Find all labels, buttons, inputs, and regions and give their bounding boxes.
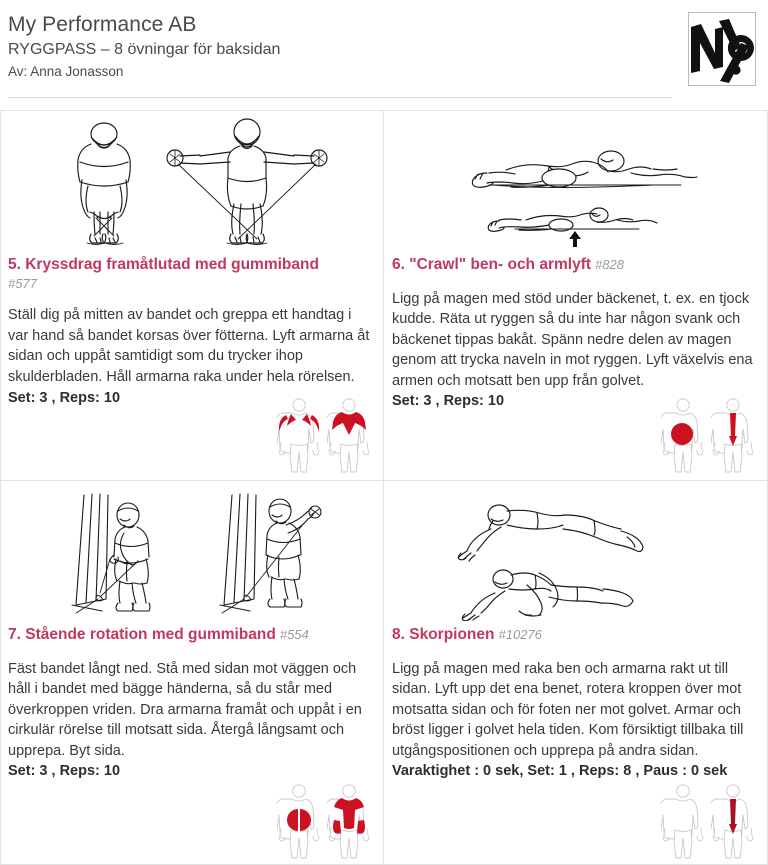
- exercise-title-5: 5. Kryssdrag framåtlutad med gummiband: [8, 256, 319, 273]
- exercise-body-6: [392, 289, 759, 480]
- exercise-illustration-7: [8, 481, 375, 621]
- myo-logo: [688, 12, 756, 86]
- myo-logo-icon: [689, 13, 755, 85]
- exercise-description-7: Fäst bandet långt ned. Stå med sidan mot väggen och håll i bandet med bägge händerna, så du står med överkroppen vriden. Dra armarna framåt och uppåt i en cirkulär rörelse till motsatt sida. Återgå långsamt och upprepa. Byt sida.: [8, 660, 362, 759]
- exercise-title-line-7: [8, 625, 375, 645]
- muscle-chart-7: [275, 780, 371, 860]
- exercise-card-7: [0, 481, 384, 865]
- muscle-back-icon-6: [711, 396, 755, 474]
- muscle-back-icon-5: [327, 396, 371, 474]
- exercise-description-6: Ligg på magen med stöd under bäckenet, t. ex. en tjock kudde. Räta ut ryggen så du inte har någon svank och bäckenet tippas bakåt. Spänn nedre delen av magen genom att trycka naveln in mot ryggen. Lyft växelvis ena armen och motsatt ben upp från golvet.: [392, 290, 753, 389]
- exercise-title-line-8: [392, 625, 759, 645]
- exercise-title-7: 7. Stående rotation med gummiband: [8, 626, 276, 643]
- exercise-illustration-6: [392, 111, 759, 251]
- exercise-grid: [0, 110, 768, 865]
- header-divider: [8, 97, 672, 98]
- exercise-card-6: [384, 111, 768, 481]
- exercise-description-5: Ställ dig på mitten av bandet och greppa ett handtag i var hand så bandet korsas över fötterna. Lyft armarna åt sidan och uppåt samtidigt som du trycker ihop skulderbladen. Håll armarna raka under hela rörelsen.: [8, 307, 370, 385]
- exercise-body-7: [8, 659, 375, 865]
- exercise-id-8: #10276: [498, 627, 542, 642]
- program-subtitle: RYGGPASS – 8 övningar för baksidan: [8, 41, 281, 59]
- exercise-sets-7: Set: 3 , Reps: 10: [8, 763, 121, 780]
- exercise-card-8: [384, 481, 768, 865]
- muscle-back-icon-7: [327, 782, 371, 860]
- muscle-chart-5: [275, 394, 371, 474]
- muscle-chart-6: [659, 394, 755, 474]
- exercise-body-8: [392, 659, 759, 865]
- muscle-front-icon-8: [661, 782, 705, 860]
- exercise-id-6: #828: [595, 257, 624, 272]
- exercise-illustration-8: [392, 481, 759, 621]
- muscle-front-icon-7: [277, 782, 321, 860]
- exercise-id-7: #554: [279, 627, 309, 642]
- exercise-description-8: Ligg på magen med raka ben och armarna rakt ut till sidan. Lyft upp det ena benet, rotera kroppen över mot motsatta sidan och för foten ner mot golvet. Armar och bröst ligger i golvet hela tiden. Kom försiktigt tillbaka till utgångspositionen och upprepa på andra sidan.: [392, 660, 744, 759]
- muscle-chart-8: [659, 780, 755, 860]
- exercise-sets-6: Set: 3 , Reps: 10: [392, 393, 505, 410]
- exercise-body-5: [8, 305, 375, 480]
- muscle-front-icon-5: [277, 396, 321, 474]
- exercise-title-6: 6. "Crawl" ben- och armlyft: [392, 256, 592, 273]
- exercise-title-line-5: [8, 255, 375, 291]
- exercise-sets-5: Set: 3 , Reps: 10: [8, 389, 121, 406]
- company-name: My Performance AB: [8, 13, 197, 36]
- exercise-title-line-6: [392, 255, 759, 275]
- exercise-title-8: 8. Skorpionen: [392, 626, 495, 643]
- muscle-back-icon-8: [711, 782, 755, 860]
- page-header: [0, 0, 768, 110]
- muscle-front-icon-6: [661, 396, 705, 474]
- exercise-id-5: #577: [8, 275, 37, 291]
- exercise-illustration-5: [8, 111, 375, 251]
- author-line: Av: Anna Jonasson: [8, 64, 124, 80]
- exercise-sets-8: Varaktighet : 0 sek, Set: 1 , Reps: 8 , Paus : 0 sek: [392, 763, 728, 780]
- exercise-card-5: [0, 111, 384, 481]
